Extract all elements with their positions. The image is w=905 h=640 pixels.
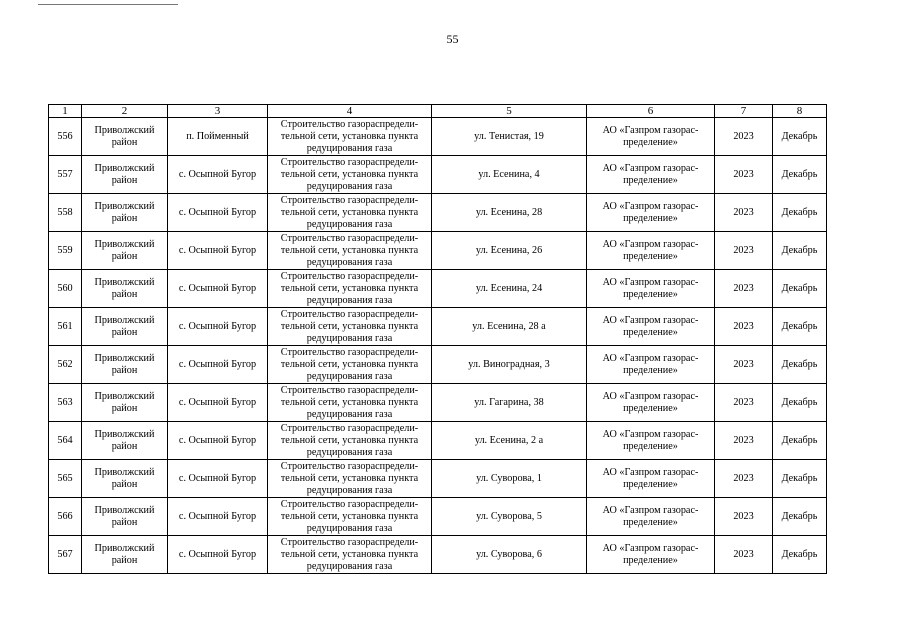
table-row [49, 422, 827, 460]
work-line: тельной сети, установка пункта [280, 244, 419, 256]
top-rule [38, 4, 178, 5]
year-cell: 2023 [715, 194, 773, 232]
district-line: район [111, 440, 138, 452]
executor-line: АО «Газпром газорас- [602, 124, 699, 136]
district-cell [82, 384, 168, 422]
table-row [49, 460, 827, 498]
table-row [49, 232, 827, 270]
district-line: Приволжский [94, 542, 155, 554]
executor-line: АО «Газпром газорас- [602, 428, 699, 440]
district-line: район [111, 402, 138, 414]
work-line: редуцирования газа [306, 256, 393, 268]
work-cell [268, 118, 432, 156]
work-cell [268, 536, 432, 574]
address-cell: ул. Суворова, 5 [432, 498, 587, 536]
district-cell [82, 460, 168, 498]
executor-line: пределение» [623, 212, 678, 224]
work-cell [268, 346, 432, 384]
month-cell: Декабрь [773, 118, 827, 156]
executor-cell [587, 346, 715, 384]
settlement-cell: с. Осыпной Бугор [168, 194, 268, 232]
column-header: 7 [715, 105, 773, 118]
column-header: 5 [432, 105, 587, 118]
district-cell [82, 232, 168, 270]
work-line: Строительство газораспредели- [280, 118, 419, 130]
work-line: редуцирования газа [306, 446, 393, 458]
work-line: редуцирования газа [306, 370, 393, 382]
row-number: 561 [49, 308, 82, 346]
executor-cell [587, 384, 715, 422]
table-row [49, 270, 827, 308]
executor-line: АО «Газпром газорас- [602, 466, 699, 478]
settlement-cell: с. Осыпной Бугор [168, 232, 268, 270]
district-cell [82, 308, 168, 346]
executor-line: АО «Газпром газорас- [602, 352, 699, 364]
work-cell [268, 384, 432, 422]
work-line: редуцирования газа [306, 218, 393, 230]
address-cell: ул. Есенина, 28 [432, 194, 587, 232]
district-line: Приволжский [94, 124, 155, 136]
settlement-cell: с. Осыпной Бугор [168, 422, 268, 460]
work-line: тельной сети, установка пункта [280, 434, 419, 446]
year-cell: 2023 [715, 498, 773, 536]
executor-line: АО «Газпром газорас- [602, 200, 699, 212]
table-row [49, 498, 827, 536]
row-number: 566 [49, 498, 82, 536]
executor-line: АО «Газпром газорас- [602, 504, 699, 516]
district-line: район [111, 174, 138, 186]
district-line: район [111, 212, 138, 224]
district-line: Приволжский [94, 466, 155, 478]
district-cell [82, 118, 168, 156]
month-cell: Декабрь [773, 346, 827, 384]
district-line: район [111, 288, 138, 300]
executor-cell [587, 270, 715, 308]
executor-line: пределение» [623, 288, 678, 300]
executor-line: пределение» [623, 402, 678, 414]
year-cell: 2023 [715, 270, 773, 308]
district-line: Приволжский [94, 504, 155, 516]
table-row [49, 308, 827, 346]
district-line: Приволжский [94, 314, 155, 326]
month-cell: Декабрь [773, 536, 827, 574]
column-header: 4 [268, 105, 432, 118]
work-line: Строительство газораспредели- [280, 308, 419, 320]
settlement-cell: с. Осыпной Бугор [168, 536, 268, 574]
address-cell: ул. Виноградная, 3 [432, 346, 587, 384]
settlement-cell: с. Осыпной Бугор [168, 460, 268, 498]
month-cell: Декабрь [773, 422, 827, 460]
table-row [49, 346, 827, 384]
column-header: 1 [49, 105, 82, 118]
district-cell [82, 422, 168, 460]
work-cell [268, 422, 432, 460]
header-row [49, 105, 827, 118]
address-cell: ул. Есенина, 26 [432, 232, 587, 270]
district-line: Приволжский [94, 238, 155, 250]
work-line: тельной сети, установка пункта [280, 320, 419, 332]
schedule-table [48, 104, 827, 574]
address-cell: ул. Есенина, 28 а [432, 308, 587, 346]
column-header: 3 [168, 105, 268, 118]
address-cell: ул. Есенина, 4 [432, 156, 587, 194]
executor-line: АО «Газпром газорас- [602, 542, 699, 554]
work-line: Строительство газораспредели- [280, 536, 419, 548]
executor-line: пределение» [623, 516, 678, 528]
district-line: район [111, 554, 138, 566]
work-line: редуцирования газа [306, 294, 393, 306]
executor-cell [587, 194, 715, 232]
row-number: 564 [49, 422, 82, 460]
executor-line: АО «Газпром газорас- [602, 276, 699, 288]
row-number: 565 [49, 460, 82, 498]
year-cell: 2023 [715, 536, 773, 574]
work-line: редуцирования газа [306, 522, 393, 534]
executor-line: пределение» [623, 136, 678, 148]
district-line: Приволжский [94, 352, 155, 364]
row-number: 563 [49, 384, 82, 422]
settlement-cell: с. Осыпной Бугор [168, 156, 268, 194]
work-line: тельной сети, установка пункта [280, 282, 419, 294]
settlement-cell: с. Осыпной Бугор [168, 346, 268, 384]
year-cell: 2023 [715, 232, 773, 270]
address-cell: ул. Суворова, 6 [432, 536, 587, 574]
month-cell: Декабрь [773, 384, 827, 422]
row-number: 562 [49, 346, 82, 384]
work-line: тельной сети, установка пункта [280, 548, 419, 560]
table-row [49, 194, 827, 232]
column-header: 8 [773, 105, 827, 118]
address-cell: ул. Есенина, 2 а [432, 422, 587, 460]
row-number: 556 [49, 118, 82, 156]
work-line: Строительство газораспредели- [280, 232, 419, 244]
district-line: Приволжский [94, 200, 155, 212]
address-cell: ул. Гагарина, 38 [432, 384, 587, 422]
work-cell [268, 232, 432, 270]
row-number: 560 [49, 270, 82, 308]
work-cell [268, 460, 432, 498]
executor-cell [587, 308, 715, 346]
executor-cell [587, 156, 715, 194]
address-cell: ул. Тенистая, 19 [432, 118, 587, 156]
page-number: 55 [446, 32, 459, 46]
executor-line: пределение» [623, 554, 678, 566]
executor-cell [587, 498, 715, 536]
month-cell: Декабрь [773, 194, 827, 232]
executor-line: пределение» [623, 478, 678, 490]
table-row [49, 156, 827, 194]
district-line: район [111, 250, 138, 262]
settlement-cell: п. Пойменный [168, 118, 268, 156]
executor-cell [587, 422, 715, 460]
work-line: Строительство газораспредели- [280, 156, 419, 168]
district-cell [82, 346, 168, 384]
row-number: 558 [49, 194, 82, 232]
work-line: редуцирования газа [306, 332, 393, 344]
month-cell: Декабрь [773, 308, 827, 346]
year-cell: 2023 [715, 460, 773, 498]
year-cell: 2023 [715, 346, 773, 384]
district-line: район [111, 478, 138, 490]
district-line: район [111, 136, 138, 148]
executor-line: пределение» [623, 250, 678, 262]
executor-line: пределение» [623, 364, 678, 376]
work-line: Строительство газораспредели- [280, 422, 419, 434]
work-cell [268, 270, 432, 308]
work-line: тельной сети, установка пункта [280, 472, 419, 484]
year-cell: 2023 [715, 422, 773, 460]
district-cell [82, 270, 168, 308]
column-header: 6 [587, 105, 715, 118]
month-cell: Декабрь [773, 270, 827, 308]
district-line: район [111, 326, 138, 338]
executor-line: АО «Газпром газорас- [602, 390, 699, 402]
district-line: Приволжский [94, 428, 155, 440]
work-line: редуцирования газа [306, 408, 393, 420]
executor-line: АО «Газпром газорас- [602, 162, 699, 174]
month-cell: Декабрь [773, 232, 827, 270]
work-line: Строительство газораспредели- [280, 194, 419, 206]
executor-line: пределение» [623, 440, 678, 452]
address-cell: ул. Есенина, 24 [432, 270, 587, 308]
district-cell [82, 498, 168, 536]
month-cell: Декабрь [773, 460, 827, 498]
year-cell: 2023 [715, 384, 773, 422]
work-line: тельной сети, установка пункта [280, 206, 419, 218]
work-line: редуцирования газа [306, 560, 393, 572]
table-row [49, 384, 827, 422]
settlement-cell: с. Осыпной Бугор [168, 270, 268, 308]
work-line: редуцирования газа [306, 142, 393, 154]
table-row [49, 536, 827, 574]
district-line: район [111, 516, 138, 528]
year-cell: 2023 [715, 118, 773, 156]
settlement-cell: с. Осыпной Бугор [168, 384, 268, 422]
month-cell: Декабрь [773, 498, 827, 536]
executor-line: АО «Газпром газорас- [602, 314, 699, 326]
district-line: Приволжский [94, 162, 155, 174]
work-cell [268, 498, 432, 536]
executor-cell [587, 118, 715, 156]
district-line: район [111, 364, 138, 376]
district-cell [82, 536, 168, 574]
year-cell: 2023 [715, 156, 773, 194]
executor-cell [587, 536, 715, 574]
district-cell [82, 194, 168, 232]
work-cell [268, 194, 432, 232]
executor-line: АО «Газпром газорас- [602, 238, 699, 250]
work-line: редуцирования газа [306, 180, 393, 192]
table-row [49, 118, 827, 156]
address-cell: ул. Суворова, 1 [432, 460, 587, 498]
executor-line: пределение» [623, 326, 678, 338]
work-line: Строительство газораспредели- [280, 498, 419, 510]
settlement-cell: с. Осыпной Бугор [168, 498, 268, 536]
executor-cell [587, 460, 715, 498]
work-line: Строительство газораспредели- [280, 346, 419, 358]
district-line: Приволжский [94, 276, 155, 288]
work-cell [268, 156, 432, 194]
work-line: тельной сети, установка пункта [280, 510, 419, 522]
district-cell [82, 156, 168, 194]
column-header: 2 [82, 105, 168, 118]
work-line: Строительство газораспредели- [280, 460, 419, 472]
row-number: 559 [49, 232, 82, 270]
work-line: тельной сети, установка пункта [280, 130, 419, 142]
settlement-cell: с. Осыпной Бугор [168, 308, 268, 346]
work-line: тельной сети, установка пункта [280, 168, 419, 180]
work-line: Строительство газораспредели- [280, 384, 419, 396]
month-cell: Декабрь [773, 156, 827, 194]
district-line: Приволжский [94, 390, 155, 402]
work-line: тельной сети, установка пункта [280, 358, 419, 370]
row-number: 567 [49, 536, 82, 574]
executor-cell [587, 232, 715, 270]
row-number: 557 [49, 156, 82, 194]
work-cell [268, 308, 432, 346]
executor-line: пределение» [623, 174, 678, 186]
work-line: тельной сети, установка пункта [280, 396, 419, 408]
year-cell: 2023 [715, 308, 773, 346]
work-line: Строительство газораспредели- [280, 270, 419, 282]
work-line: редуцирования газа [306, 484, 393, 496]
